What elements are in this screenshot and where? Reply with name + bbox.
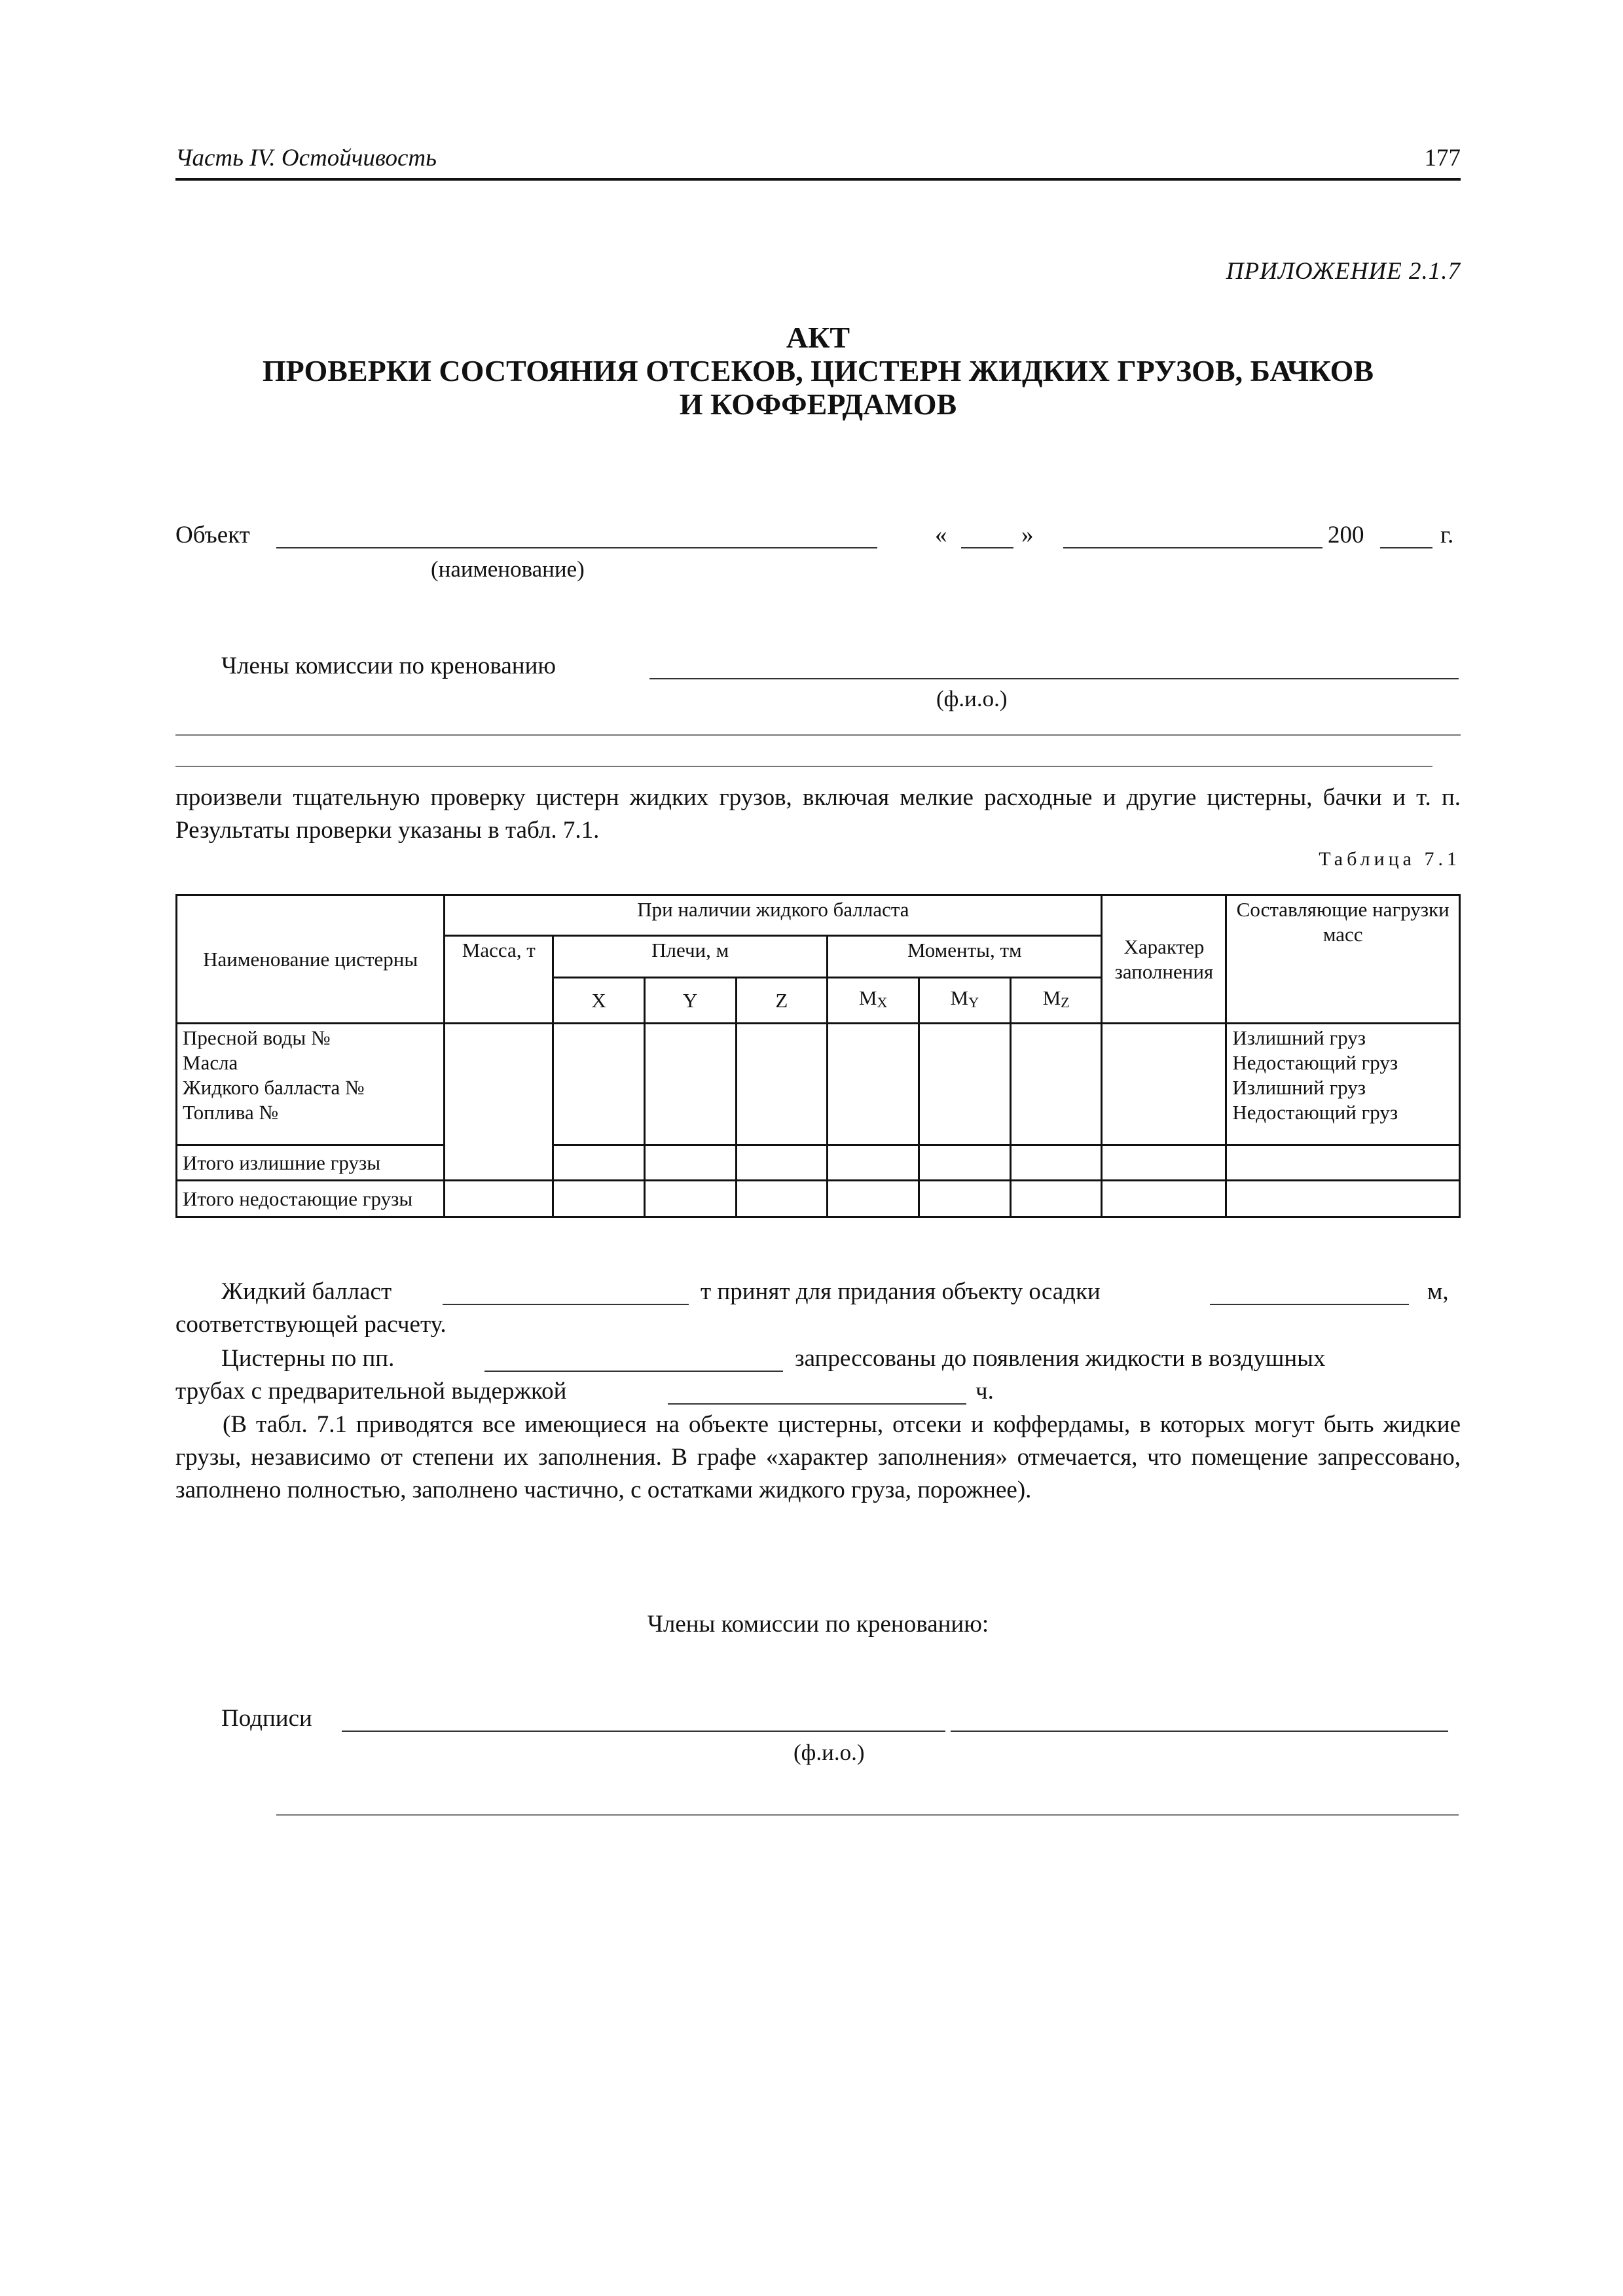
ballast-mass-field[interactable] [443, 1304, 689, 1305]
total-missing-arm-y[interactable] [644, 1181, 736, 1217]
total-excess-arm-z[interactable] [736, 1145, 828, 1181]
total-excess-moment-z[interactable] [1010, 1145, 1102, 1181]
header-moments: Моменты, тм [828, 936, 1102, 978]
signatures-label: Подписи [221, 1705, 312, 1732]
signature-field-2[interactable] [951, 1731, 1448, 1732]
tank-names-cell [177, 1024, 445, 1145]
year-field[interactable] [1380, 547, 1432, 548]
total-excess-fill[interactable] [1102, 1145, 1226, 1181]
component-excess-2: Излишний груз [1232, 1076, 1366, 1099]
total-excess-moment-y[interactable] [919, 1145, 1010, 1181]
total-excess-moment-x[interactable] [828, 1145, 919, 1181]
tanks-text-4: ч. [976, 1378, 994, 1405]
signature-field-3[interactable] [276, 1814, 1459, 1816]
commission-members-field[interactable] [649, 678, 1459, 679]
moment-z-cell[interactable] [1010, 1024, 1102, 1145]
total-missing-fill[interactable] [1102, 1181, 1226, 1217]
header-arms: Плечи, м [553, 936, 828, 978]
total-missing-label: Итого недостающие грузы [177, 1181, 445, 1217]
holding-time-field[interactable] [668, 1403, 966, 1405]
year-suffix: г. [1440, 522, 1454, 548]
intro-paragraph: произвели тщательную проверку цистерн жидких грузов, включая мелкие расходные и другие цистерны, бачки и т. п. Результаты проверки указаны в табл. 7.1. [175, 784, 1461, 844]
signature-field-1[interactable] [342, 1731, 945, 1732]
commission-members-field-3[interactable] [175, 766, 1432, 767]
header-moment-x: $M_X$ [828, 978, 919, 1024]
total-missing-moment-z[interactable] [1010, 1181, 1102, 1217]
header-arm-x: X [553, 978, 645, 1024]
month-field[interactable] [1063, 547, 1322, 548]
arm-z-cell[interactable] [736, 1024, 828, 1145]
arm-x-cell[interactable] [553, 1024, 645, 1145]
ballast-text-2: т принят для придания объекту осадки [701, 1278, 1101, 1305]
signatures-heading: Члены комиссии по кренованию: [647, 1611, 989, 1638]
page-number: 177 [1424, 145, 1461, 171]
header-rule [175, 178, 1461, 181]
quote-open: « [935, 522, 947, 548]
commission-label: Члены комиссии по кренованию [221, 653, 556, 679]
total-excess-arm-y[interactable] [644, 1145, 736, 1181]
tank-name-fresh-water: Пресной воды № [183, 1026, 331, 1049]
document-title-line3: И КОФФЕРДАМОВ [679, 387, 957, 421]
ballast-text-4: соответствующей расчету. [175, 1311, 447, 1338]
fill-character-cell[interactable] [1102, 1024, 1226, 1145]
header-arm-z: Z [736, 978, 828, 1024]
header-arm-y: Y [644, 978, 736, 1024]
total-excess-label: Итого излишние грузы [177, 1145, 445, 1181]
tanks-items-field[interactable] [484, 1371, 783, 1372]
draft-field[interactable] [1210, 1304, 1409, 1305]
header-fill-character: Характер заполнения [1102, 895, 1226, 1024]
day-field[interactable] [961, 547, 1013, 548]
total-excess-component[interactable] [1226, 1145, 1460, 1181]
moment-y-cell[interactable] [919, 1024, 1010, 1145]
component-excess-1: Излишний груз [1232, 1026, 1366, 1049]
total-missing-moment-x[interactable] [828, 1181, 919, 1217]
document-title-line2: ПРОВЕРКИ СОСТОЯНИЯ ОТСЕКОВ, ЦИСТЕРН ЖИДКИХ ГРУЗОВ, БАЧКОВ [262, 354, 1374, 387]
total-missing-component[interactable] [1226, 1181, 1460, 1217]
total-missing-arm-x[interactable] [553, 1181, 645, 1217]
tank-name-oil: Масла [183, 1051, 238, 1074]
quote-close: » [1021, 522, 1034, 548]
mass-cell[interactable] [445, 1024, 553, 1181]
running-header-section: Часть IV. Остойчивость [175, 145, 437, 171]
moment-x-cell[interactable] [828, 1024, 919, 1145]
tank-name-ballast: Жидкого балласта № [183, 1076, 365, 1099]
object-name-field[interactable] [276, 547, 877, 548]
header-moment-z: $M_Z$ [1010, 978, 1102, 1024]
header-ballast-group: При наличии жидкого балласта [445, 895, 1102, 936]
ballast-text-3: м, [1427, 1278, 1449, 1305]
table-label: Таблица 7.1 [1319, 848, 1461, 870]
object-label: Объект [175, 522, 250, 548]
year-prefix: 200 [1328, 522, 1364, 548]
total-missing-mass[interactable] [445, 1181, 553, 1217]
signatures-fio-caption: (ф.и.о.) [793, 1740, 865, 1765]
tanks-text-3: трубах с предварительной выдержкой [175, 1378, 567, 1405]
total-missing-arm-z[interactable] [736, 1181, 828, 1217]
arm-y-cell[interactable] [644, 1024, 736, 1145]
total-missing-moment-y[interactable] [919, 1181, 1010, 1217]
tanks-text-1: Цистерны по пп. [221, 1345, 395, 1372]
header-load-components: Составляющие нагрузки масс [1226, 895, 1460, 1024]
header-tank-name: Наименование цистерны [177, 895, 445, 1024]
tanks-text-2: запрессованы до появления жидкости в воздушных [795, 1345, 1326, 1372]
header-moment-y: $M_Y$ [919, 978, 1010, 1024]
appendix-label: ПРИЛОЖЕНИЕ 2.1.7 [1226, 258, 1461, 285]
tank-name-fuel: Топлива № [183, 1101, 279, 1124]
note-paragraph: (В табл. 7.1 приводятся все имеющиеся на объекте цистерны, отсеки и коффердамы, в которых могут быть жидкие грузы, независимо от степени их заполнения. В графе «характер заполнения» отмечается, что помещение запрессовано, заполнено полностью, заполнено частично, с остатками жидкого груза, порожнее). [175, 1411, 1461, 1503]
total-excess-arm-x[interactable] [553, 1145, 645, 1181]
ballast-text-1: Жидкий балласт [221, 1278, 392, 1305]
document-title-line1: АКТ [786, 321, 850, 354]
component-missing-2: Недостающий груз [1232, 1101, 1398, 1124]
component-missing-1: Недостающий груз [1232, 1051, 1398, 1074]
commission-members-field-2[interactable] [175, 734, 1461, 736]
load-components-cell [1226, 1024, 1460, 1145]
tank-check-table [175, 894, 1461, 1218]
commission-fio-caption: (ф.и.о.) [936, 686, 1008, 711]
header-mass: Масса, т [445, 936, 553, 1024]
object-name-caption: (наименование) [431, 556, 585, 582]
